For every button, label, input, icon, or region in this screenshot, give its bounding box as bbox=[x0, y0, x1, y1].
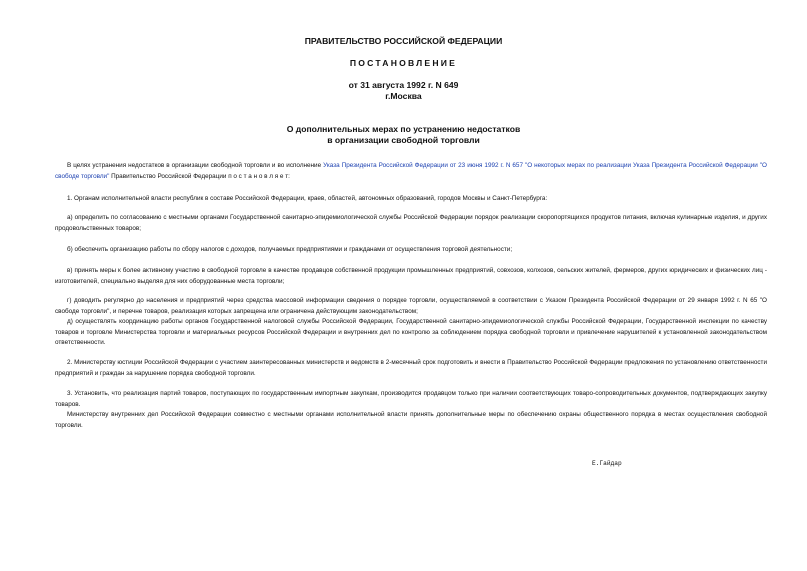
intro-text-before: В целях устранения недостатков в организации свободной торговли и во исполнение bbox=[67, 162, 324, 169]
authority-heading: ПРАВИТЕЛЬСТВО РОССИЙСКОЙ ФЕДЕРАЦИИ bbox=[304, 36, 503, 46]
paragraph-1e: д) осуществлять координацию работы органов Государственной налоговой службы Российской Федерации, Государственной санитарно-эпидемиологической службы Российской Федерации, Государственной инспекции по качеству товаров и торговле Министерства торговли и материальных ресурсов Российской Федерации и внутренних дел по контролю за соблюдением порядка свободной торговли и привлечение нарушителей к установленной законодательством ответственности. bbox=[55, 318, 767, 346]
paragraph-4: Министерству внутренних дел Российской Федерации совместно с местными органами исполнительной власти принять дополнительные меры по обеспечению охраны общественного порядка в местах осуществления свободной торговли. bbox=[55, 411, 767, 429]
paragraph-1c: в) принять меры к более активному участию в свободной торговле в качестве продавцов собственной продукции промышленных предприятий, совхозов, колхозов, сельских жителей, фермеров, других юридических и физических лиц - изготовителей, специально выделяя для них оборудованные места торговли; bbox=[55, 267, 767, 285]
signature: Е.Гайдар bbox=[592, 460, 622, 467]
document-title bbox=[0, 124, 807, 146]
document-city: г.Москва bbox=[385, 91, 422, 101]
paragraph-1d: г) доводить регулярно до населения и предприятий через средства массовой информации сведения о порядке торговли, осуществляемой в соответствии с Указом Президента Российской Федерации от 29 января 1992 г. N 65 "О свободе торговли", и перечне товаров, реализация которых запрещена или ограничена действующим законодательством; bbox=[55, 297, 767, 315]
document-type-heading: ПОСТАНОВЛЕНИЕ bbox=[349, 58, 458, 68]
intro-paragraph bbox=[55, 161, 767, 182]
decree-657-link[interactable]: Указа Президента Российской Федерации от 23 июня 1992 г. N 657 "О некоторых мерах по реализации Указа Президента Российской Федерации "О свободе торговли" bbox=[55, 162, 767, 180]
document-title-line-2: в организации свободной торговли bbox=[327, 135, 480, 145]
paragraph-1: 1. Органам исполнительной власти республик в составе Российской Федерации, краев, областей, автономных образований, городов Москвы и Санкт-Петербурга: bbox=[67, 195, 548, 202]
paragraph-1b: б) обеспечить организацию работы по сбору налогов с доходов, получаемых предприятиями и гражданами от осуществления торговой деятельности; bbox=[67, 246, 513, 253]
paragraph-1a: а) определить по согласованию с местными органами Государственной санитарно-эпидемиологической службы Российской Федерации порядок реализации скоропортящихся продуктов питания, включая кулинарные изделия, и других продовольственных товаров; bbox=[55, 214, 767, 232]
paragraph-2: 2. Министерству юстиции Российской Федерации с участием заинтересованных министерств и ведомств в 2-месячный срок подготовить и внести в Правительство Российской Федерации предложения по установлению ответственности предприятий и граждан за нарушение порядка свободной торговли. bbox=[55, 359, 767, 377]
intro-text-after: Правительство Российской Федерации п о с т а н о в л я е т: bbox=[109, 172, 290, 180]
document-date-number: от 31 августа 1992 г. N 649 bbox=[348, 80, 459, 90]
document-title-line-1: О дополнительных мерах по устранению недостатков bbox=[286, 124, 521, 134]
paragraph-3: 3. Установить, что реализация партий товаров, поступающих по государственным импортным закупкам, производится продавцом только при наличии соответствующих товаро-сопроводительных документов, подтверждающих закупку товаров. bbox=[55, 390, 767, 408]
